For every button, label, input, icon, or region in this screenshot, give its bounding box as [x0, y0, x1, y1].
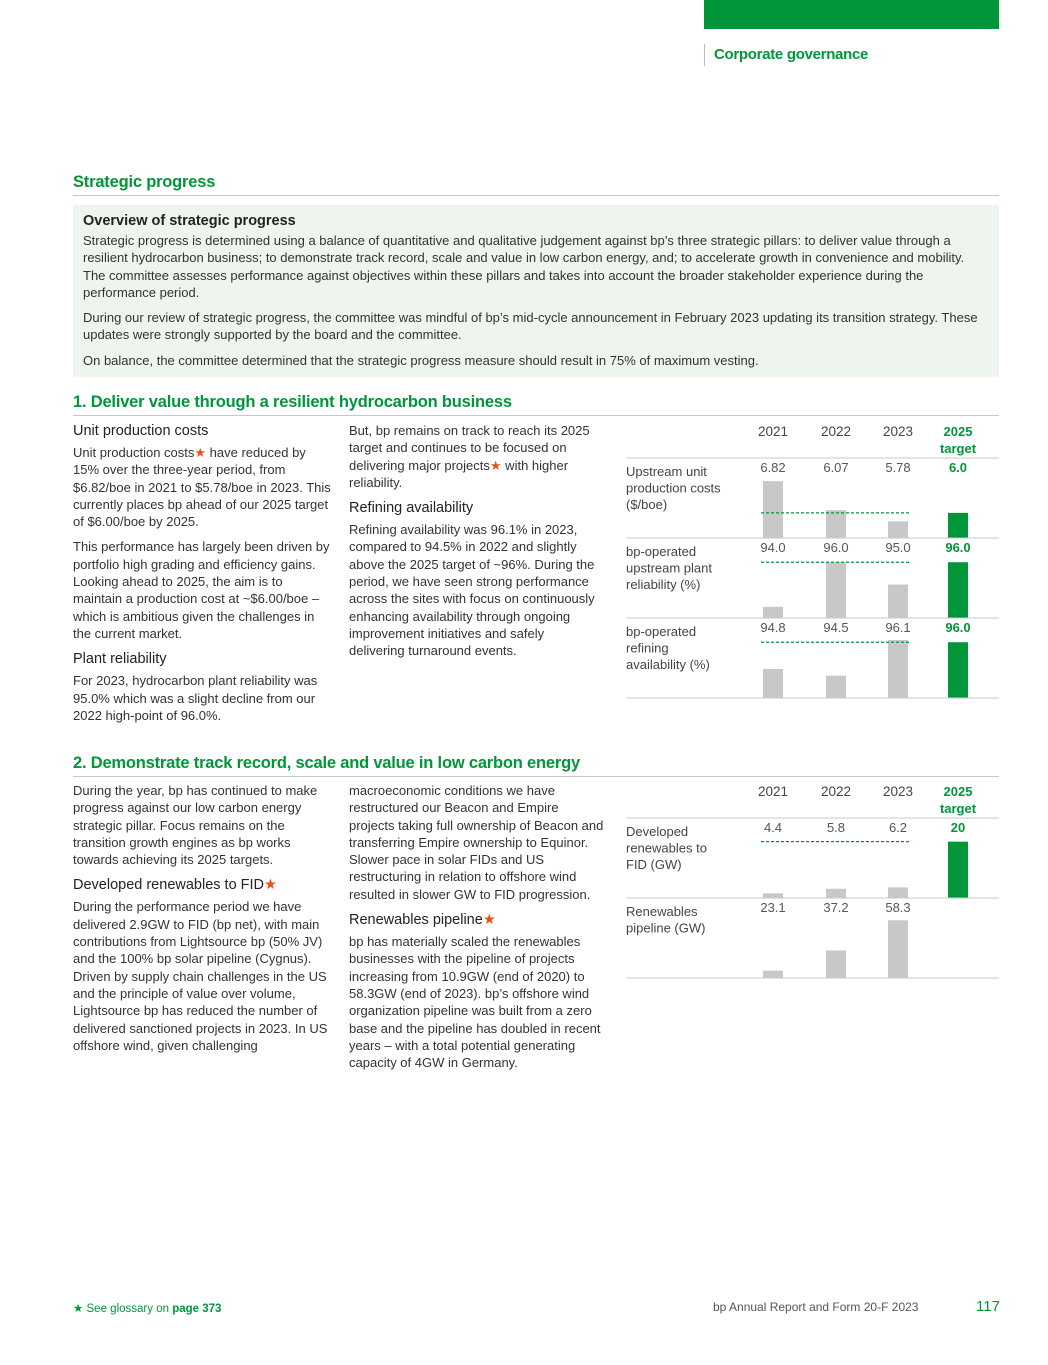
data-label: 94.0	[760, 540, 786, 555]
bar	[763, 971, 783, 978]
pipeline-heading-text: Renewables pipeline	[349, 912, 483, 929]
target-bar	[948, 513, 968, 538]
bar	[826, 951, 846, 978]
overview-box	[73, 205, 999, 377]
bar	[826, 676, 846, 698]
target-value-label: 20	[950, 820, 966, 835]
row-label: renewables to	[626, 840, 707, 856]
plant-reliability-heading: Plant reliability	[73, 651, 167, 668]
bar	[763, 669, 783, 698]
glossary-text: See glossary on	[86, 1303, 173, 1315]
data-label: 6.2	[888, 820, 908, 835]
upc-paragraph-1	[73, 444, 331, 530]
overview-paragraph-1: Strategic progress is determined using a balance of quantitative and qualitative judgement against bp’s three strategic pillars: to deliver value through a resilient hydrocarbon business; to demonstrate track record, scale and value in low carbon energy, and; to accelerate growth in convenience and mobility. The committee assesses performance against objectives within these pillars and takes into account the broader stakeholder experience during the performance period.	[83, 233, 965, 300]
renewables-pipeline-heading	[349, 911, 605, 930]
category-label: 2021	[757, 784, 789, 799]
section2-column-2	[349, 782, 605, 1079]
glossary-star-icon: ★	[73, 1303, 84, 1315]
section1-column-2	[349, 422, 603, 668]
row-label: Renewables	[626, 904, 698, 919]
overview-title: Overview of strategic progress	[83, 213, 296, 229]
glossary-page-link[interactable]: page 373	[172, 1303, 222, 1315]
section2-paragraph-1: During the year, bp has continued to make progress against our low carbon energy strategic pillar. Focus remains on the transition growth engines as bp works towards achieving its 2025 targets.	[73, 783, 318, 868]
section1-column-1	[73, 422, 331, 732]
col2-text-a: But, bp remains on track to reach its 2025 target and continues to be focused on delivering major projects	[349, 423, 590, 473]
category-label: 2021	[757, 424, 789, 439]
bar	[763, 481, 783, 538]
data-label: 58.3	[885, 900, 911, 915]
glossary-star-icon: ★	[482, 912, 496, 929]
bar	[826, 510, 846, 538]
page-number: 117	[976, 1298, 1000, 1315]
col2-paragraph-1	[349, 422, 603, 491]
bar	[826, 562, 846, 618]
section2-rule	[73, 776, 999, 777]
bar	[763, 893, 783, 898]
developed-renewables-heading	[73, 876, 331, 895]
strategic-progress-title: Strategic progress	[73, 173, 216, 191]
section1-rule	[73, 415, 999, 416]
target-value-label: 96.0	[945, 540, 971, 555]
header-divider	[704, 44, 705, 66]
target-bar	[948, 562, 968, 618]
chart-low-carbon	[626, 780, 999, 990]
target-value-label: 6.0	[948, 460, 968, 475]
data-label: 6.82	[760, 460, 786, 475]
target-label: target	[939, 441, 977, 456]
category-label: 2025	[943, 784, 973, 799]
target-bar	[948, 642, 968, 698]
data-label: 94.8	[760, 620, 786, 635]
category-label: 2022	[820, 784, 852, 799]
row-label: pipeline (GW)	[626, 920, 706, 936]
section2-column-1	[73, 782, 331, 1062]
section2-title: 2. Demonstrate track record, scale and value in low carbon energy	[73, 754, 580, 772]
row-label: bp-operated	[626, 544, 697, 559]
data-label: 94.5	[823, 620, 849, 635]
upc-paragraph-2: This performance has largely been driven by portfolio high grading and efficiency gains. Looking ahead to 2025, the aim is to maintain a production cost at ~$6.00/boe – which is ambitious given the challenges in the current market.	[73, 539, 330, 641]
glossary-star-icon: ★	[194, 445, 207, 460]
header-accent-bar	[704, 0, 999, 29]
chart-low-carbon-svg	[626, 780, 999, 990]
target-value-label: 96.0	[945, 620, 971, 635]
upc-text-b: have reduced by 15% over the three-year period, from $6.82/boe in 2021 to $5.78/boe in 2023. This currently places bp ahead of our 2025 target of $6.00/boe by 2025.	[73, 445, 331, 530]
data-label: 95.0	[885, 540, 911, 555]
bar	[888, 521, 908, 538]
category-label: 2023	[882, 784, 914, 799]
bar	[888, 585, 908, 618]
section2-col2-paragraph-1: macroeconomic conditions we have restructured our Beacon and Empire projects taking full ownership of Beacon and transferring Empire ownership to Equinor. Slower pace in solar FIDs and US restructuring in relation to offshore wind resulted in slower GW to FID progression.	[349, 783, 604, 902]
bar	[763, 607, 783, 618]
developed-renewables-paragraph: During the performance period we have delivered 2.9GW to FID (bp net), with main contributions from Lightsource bp (50% JV) and the 100% bp solar pipeline (Cygnus). Driven by supply chain challenges in the US and the principle of value over volume, Lightsource bp has reduced the number of delivered sanctioned projects in 2023. In US offshore wind, given challenging	[73, 899, 328, 1053]
row-label: production costs	[626, 480, 721, 496]
data-label: 5.8	[826, 820, 846, 835]
category-label: 2023	[882, 424, 914, 439]
bar	[888, 920, 908, 978]
category-label: 2022	[820, 424, 852, 439]
data-label: 96.0	[823, 540, 849, 555]
target-bar	[948, 842, 968, 898]
chart-hydrocarbon	[626, 420, 999, 710]
col2-text-b: with higher reliability.	[349, 457, 569, 490]
glossary-star-icon: ★	[489, 457, 502, 473]
section1-title: 1. Deliver value through a resilient hydrocarbon business	[73, 393, 512, 411]
refining-availability-heading: Refining availability	[349, 500, 474, 517]
title-rule	[73, 195, 999, 196]
fid-heading-text: Developed renewables to FID	[73, 877, 265, 894]
row-label: ($/boe)	[626, 497, 668, 512]
bar	[826, 889, 846, 898]
section-header: Corporate governance	[714, 46, 869, 63]
glossary-star-icon: ★	[264, 877, 278, 894]
row-label: upstream plant	[626, 560, 712, 576]
data-label: 96.1	[885, 620, 911, 635]
glossary-footnote	[73, 1301, 221, 1315]
bar	[888, 640, 908, 698]
row-label: availability (%)	[626, 657, 710, 672]
data-label: 4.4	[763, 820, 783, 835]
refining-availability-paragraph: Refining availability was 96.1% in 2023, compared to 94.5% in 2022 and slightly above the 2025 target of ~96%. During the period, we have seen strong performance across the sites with focus on continuously enhancing availability through ongoing improvement initiatives and safely delivering turnaround events.	[349, 522, 595, 659]
report-name: bp Annual Report and Form 20-F 2023	[713, 1300, 919, 1314]
bar	[888, 887, 908, 898]
data-label: 23.1	[760, 900, 786, 915]
row-label: Developed	[626, 824, 689, 839]
row-label: Upstream unit	[626, 464, 707, 479]
row-label: FID (GW)	[626, 857, 682, 872]
data-label: 5.78	[885, 460, 911, 475]
target-label: target	[939, 801, 977, 816]
data-label: 37.2	[823, 900, 849, 915]
row-label: refining	[626, 640, 669, 656]
chart-hydrocarbon-svg	[626, 420, 999, 710]
unit-production-costs-heading: Unit production costs	[73, 423, 209, 439]
renewables-pipeline-paragraph: bp has materially scaled the renewables businesses with the pipeline of projects increasing from 10.9GW (end of 2020) to 58.3GW (end of 2023). bp’s offshore wind organization pipeline was built from a zero base and the pipeline has doubled in recent years – with a total potential generating capacity of 4GW in Germany.	[349, 934, 601, 1071]
plant-reliability-paragraph: For 2023, hydrocarbon plant reliability was 95.0% which was a slight decline from our 2022 high-point of 96.0%.	[73, 673, 318, 723]
row-label: reliability (%)	[626, 577, 701, 592]
data-label: 6.07	[823, 460, 849, 475]
category-label: 2025	[943, 424, 973, 439]
overview-paragraph-2: During our review of strategic progress, the committee was mindful of bp’s mid-cycle announcement in February 2023 updating its transition strategy. These updates were strongly supported by the board and the committee.	[83, 310, 978, 343]
row-label: bp-operated	[626, 624, 697, 639]
overview-paragraph-3: On balance, the committee determined that the strategic progress measure should result in 75% of maximum vesting.	[83, 352, 759, 368]
upc-text-a: Unit production costs	[73, 445, 195, 460]
